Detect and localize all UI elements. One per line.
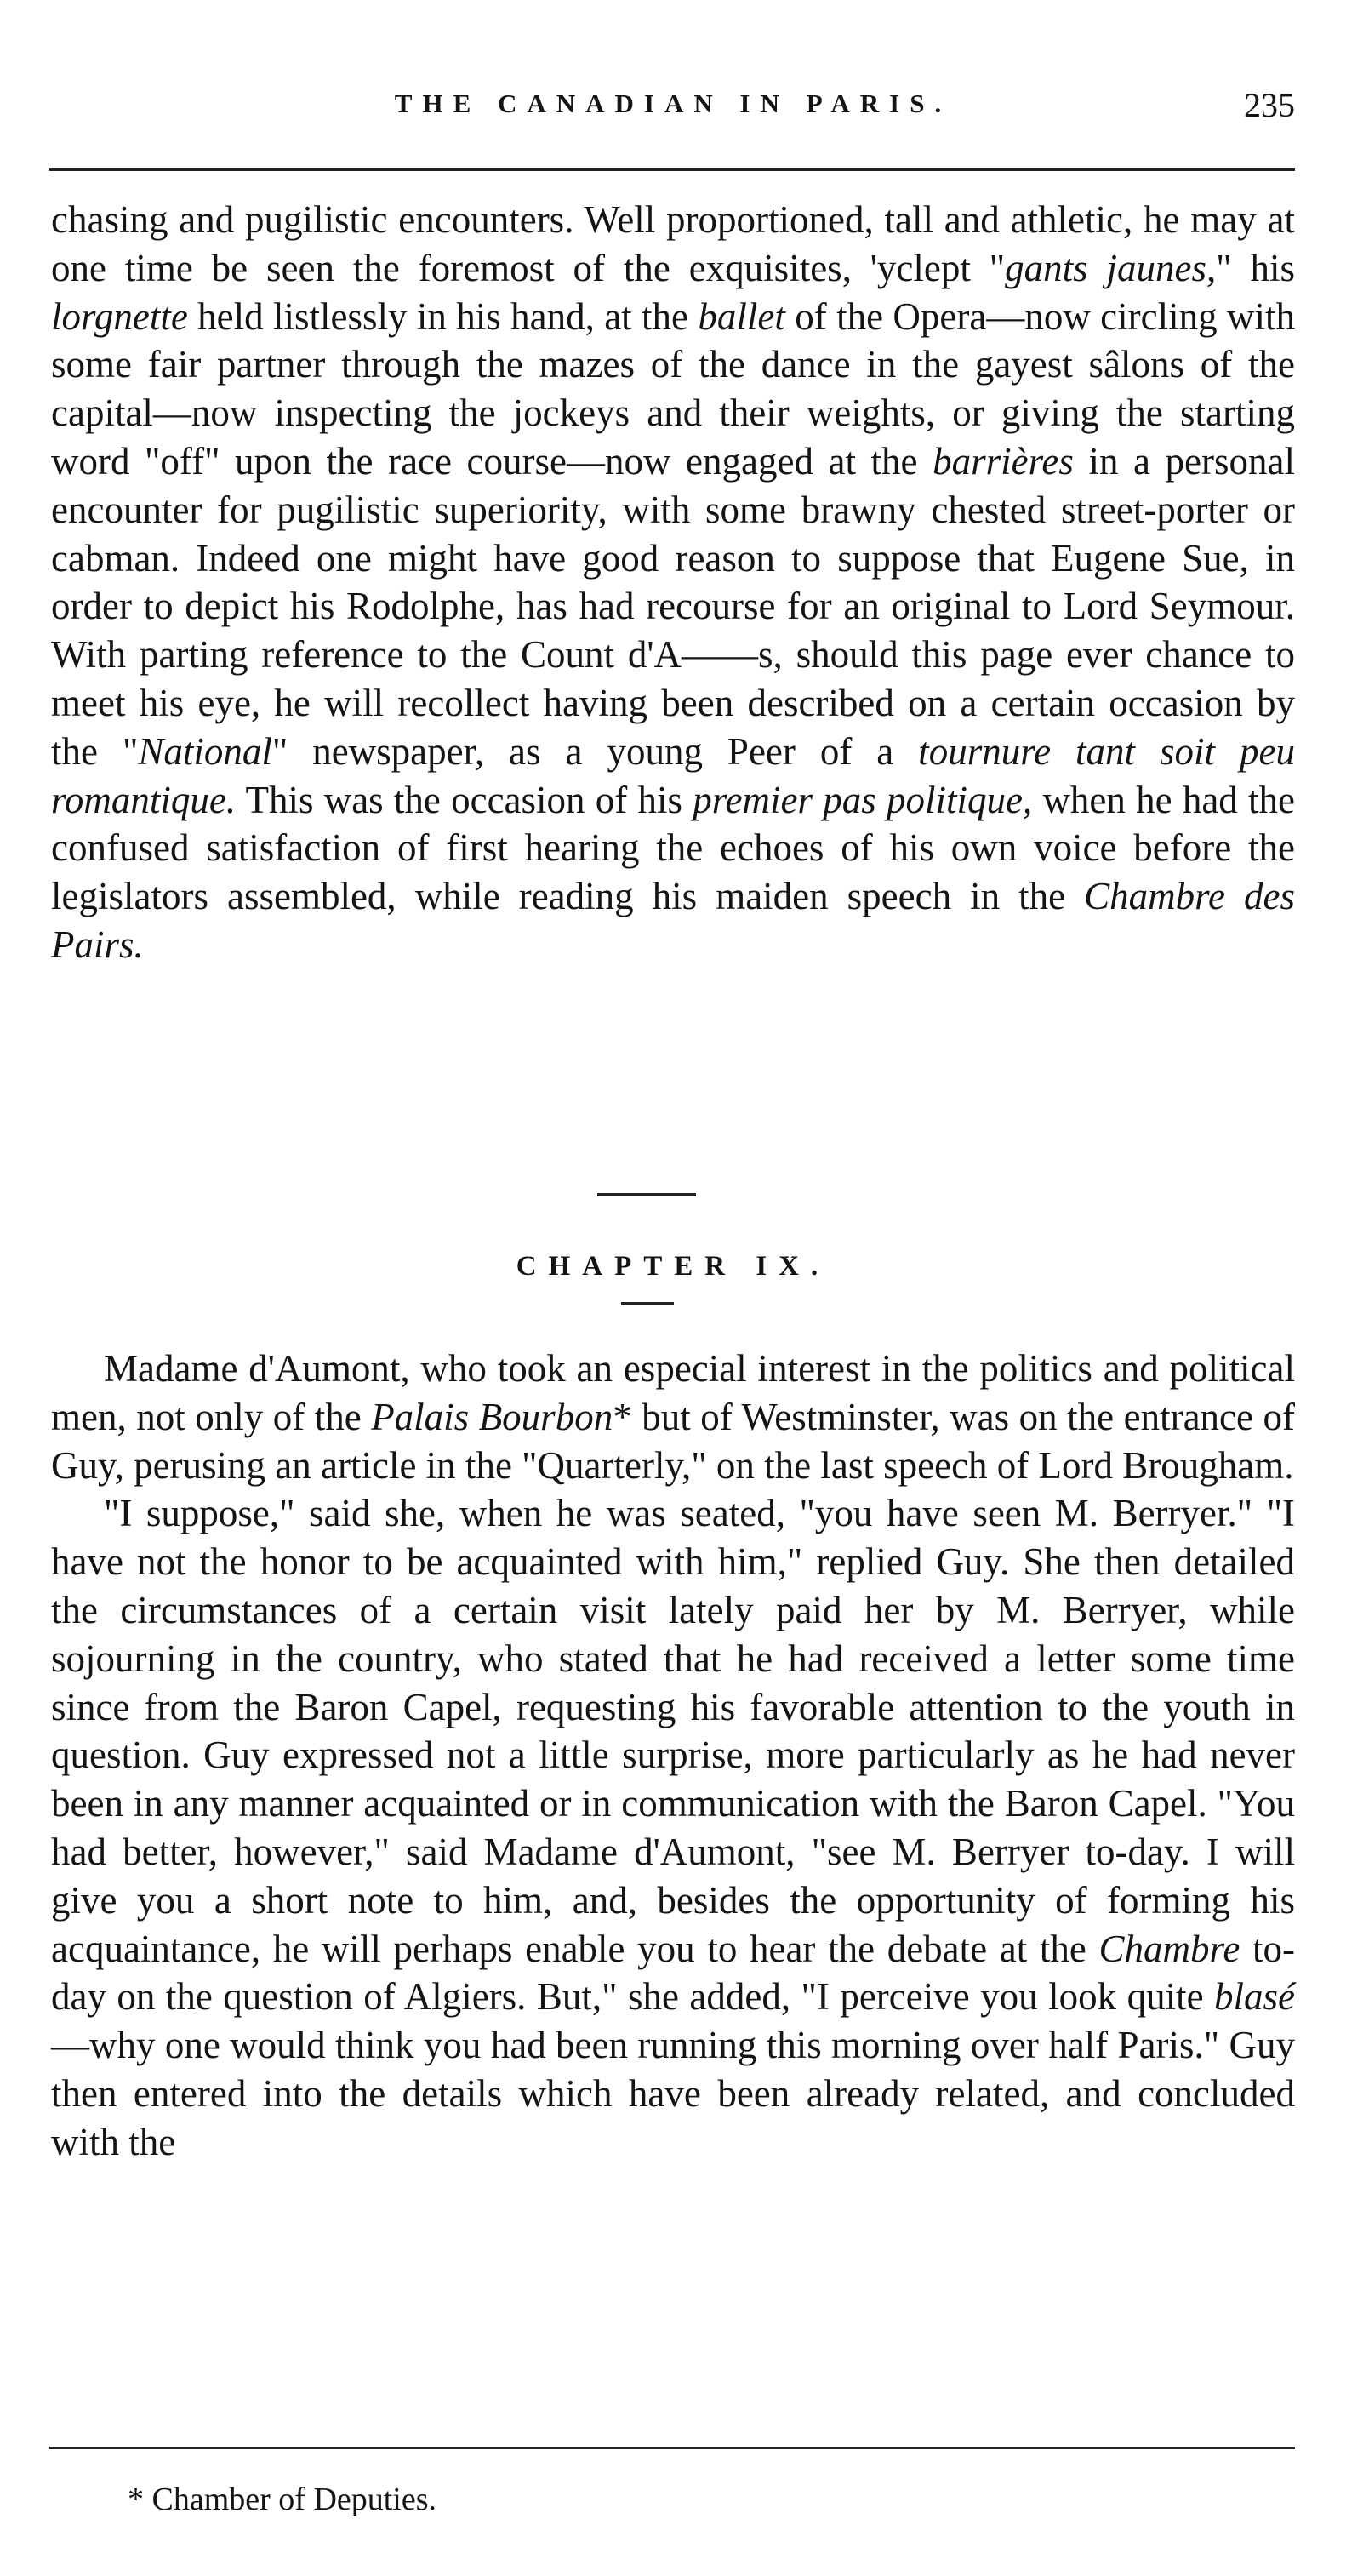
running-title: THE CANADIAN IN PARIS. (394, 89, 952, 118)
text-run: —why one would think you had been running this morning over half Paris." Guy then entered into the details which have been already related, and concluded with the (51, 2024, 1295, 2163)
italic-text: tournure tant soit peu romantique. (51, 729, 1295, 821)
footnote: * Chamber of Deputies. (128, 2482, 437, 2517)
italic-text: barrières (933, 439, 1074, 483)
text-run: chasing and pugilistic encounters. Well proportioned, tall and athletic, he may at one time be seen the foremost of the exquisites, 'yclept " (51, 198, 1295, 289)
italic-text: National (138, 729, 272, 773)
text-run: * but of Westminster, was on the entrance of Guy, perusing an article in the "Quarterly," on the last speech of Lord Brougham. (51, 1395, 1295, 1487)
italic-text: Chambre (1098, 1927, 1240, 1970)
text-run: to-day on the question of Algiers. But," she added, "I perceive you look quite (51, 1927, 1295, 2019)
text-run: This was the occasion of his (236, 778, 693, 821)
italic-text: lorgnette (51, 294, 188, 338)
text-run: of the Opera—now circling with some fair partner through the mazes of the dance in the gayest sâlons of the capital—now inspecting the jockeys and their weights, or giving the starting word "off" upon the race course—now engaged at the (51, 294, 1295, 483)
paragraph-text (51, 1345, 1295, 1489)
chapter-body (51, 1345, 1295, 2167)
paragraph-text (51, 1489, 1295, 2166)
italic-text: gants jaunes, (1005, 246, 1217, 289)
italic-text: blasé (1214, 1975, 1295, 2019)
chapter-title: CHAPTER IX. (516, 1251, 830, 1282)
continued-paragraph (51, 196, 1295, 969)
italic-text: Palais Bourbon (371, 1395, 613, 1438)
section-divider (597, 1193, 696, 1196)
italic-text: Chambre des Pairs. (51, 875, 1295, 966)
text-run: Madame d'Aumont, who took an especial interest in the politics and political men, not only of the (51, 1347, 1295, 1438)
text-run: " his (1216, 246, 1295, 289)
text-run: "I suppose," said she, when he was seated, "you have seen M. Berryer." "I have not the honor to be acquainted with him," replied Guy. She then detailed the circumstances of a certain visit lately paid her by M. Berryer, while sojourning in the country, who stated that he had received a letter some time since from the Baron Capel, requesting his favorable attention to the youth in question. Guy expressed not a little surprise, more particularly as he had never been in any manner acquainted or in communication with the Baron Capel. "You had better, however," said Madame d'Aumont, "see M. Berryer to-day. I will give you a short note to him, and, besides the opportunity of forming his acquaintance, he will perhaps enable you to hear the debate at the (51, 1492, 1295, 1970)
paragraph-text (51, 196, 1295, 969)
footnote-rule (49, 2447, 1295, 2449)
text-run: " newspaper, as a young Peer of a (271, 729, 919, 773)
text-run: held listlessly in his hand, at the (187, 294, 699, 338)
text-run: in a personal encounter for pugilistic superiority, with some brawny chested street-porter or cabman. Indeed one might have good reason to suppose that Eugene Sue, in order to depict his Rodolphe, has had recourse for an original to Lord Seymour. With parting reference to the Count d'A——s, should this page ever chance to meet his eye, he will recollect having been described on a certain occasion by the " (51, 439, 1295, 773)
running-head (51, 85, 1295, 136)
chapter-divider (621, 1302, 674, 1305)
page-number: 235 (1244, 86, 1295, 124)
header-rule (49, 168, 1295, 171)
italic-text: premier pas politique, (693, 778, 1033, 821)
text-run: when he had the confused satisfaction of first hearing the echoes of his own voice before the legislators assembled, while reading his maiden speech in the (51, 778, 1295, 918)
italic-text: ballet (698, 294, 785, 338)
